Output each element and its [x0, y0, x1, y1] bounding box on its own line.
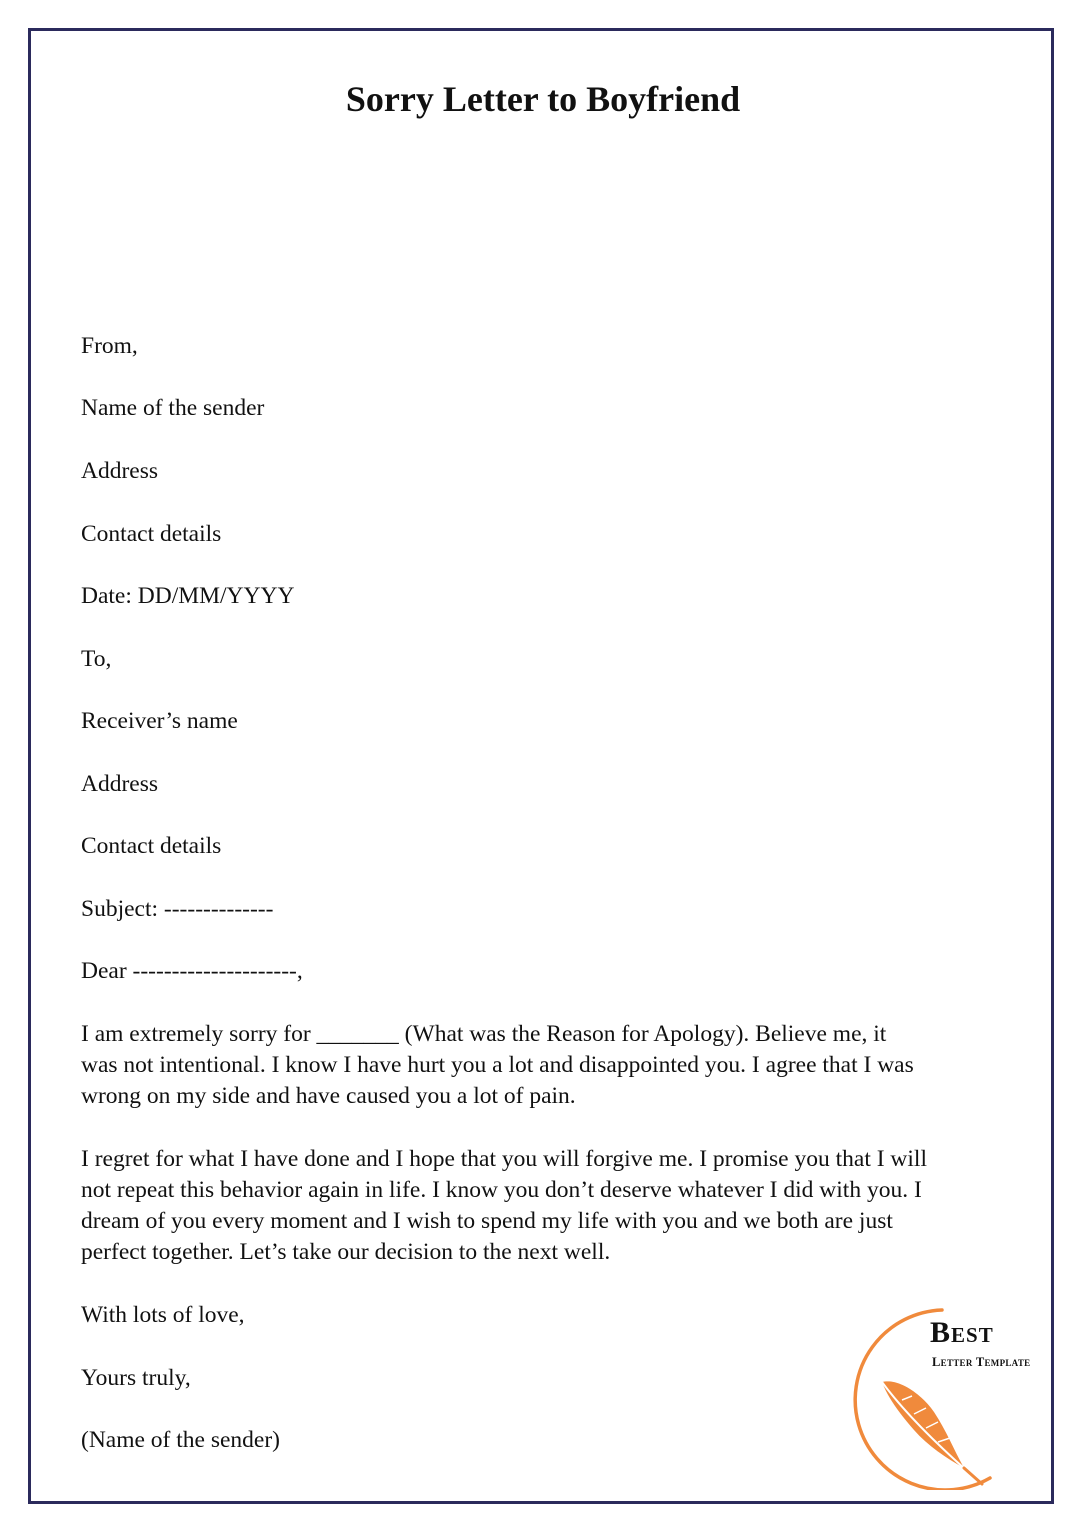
receiver-address: Address — [81, 771, 159, 797]
receiver-contact: Contact details — [81, 833, 222, 859]
paragraph-line: dream of you every moment and I wish to spend my life with you and we both are just — [81, 1208, 893, 1234]
paragraph-line: was not intentional. I know I have hurt you a lot and disappointed you. I agree that I was — [81, 1052, 914, 1078]
signature: (Name of the sender) — [81, 1427, 281, 1453]
body-paragraph-1 — [81, 1019, 1021, 1112]
sender-name: Name of the sender — [81, 395, 265, 421]
paragraph-line: wrong on my side and have caused you a lot of pain. — [81, 1083, 576, 1109]
paragraph-line: perfect together. Let’s take our decision to the next well. — [81, 1239, 611, 1265]
paragraph-line: not repeat this behavior again in life. I know you don’t deserve whatever I did with you. I — [81, 1177, 922, 1203]
subject-line: Subject: -------------- — [81, 896, 274, 922]
receiver-name: Receiver’s name — [81, 708, 238, 734]
to-label: To, — [81, 646, 112, 672]
logo-title: Best — [930, 1316, 994, 1349]
sender-address: Address — [81, 458, 159, 484]
complimentary-close: Yours truly, — [81, 1365, 191, 1391]
logo-subtitle: Letter Template — [932, 1355, 1031, 1369]
paragraph-line: I regret for what I have done and I hope that you will forgive me. I promise you that I will — [81, 1146, 927, 1172]
closing-line: With lots of love, — [81, 1302, 245, 1328]
page-border — [28, 28, 1054, 1504]
document-title: Sorry Letter to Boyfriend — [345, 79, 741, 119]
paragraph-line: I am extremely sorry for _______ (What was the Reason for Apology). Believe me, it — [81, 1021, 887, 1047]
brand-logo — [842, 1300, 1052, 1490]
from-label: From, — [81, 333, 138, 359]
salutation: Dear ---------------------, — [81, 958, 303, 984]
body-paragraph-2 — [81, 1144, 1021, 1268]
feather-icon — [882, 1381, 982, 1484]
letter-date: Date: DD/MM/YYYY — [81, 583, 295, 609]
sender-contact: Contact details — [81, 521, 222, 547]
